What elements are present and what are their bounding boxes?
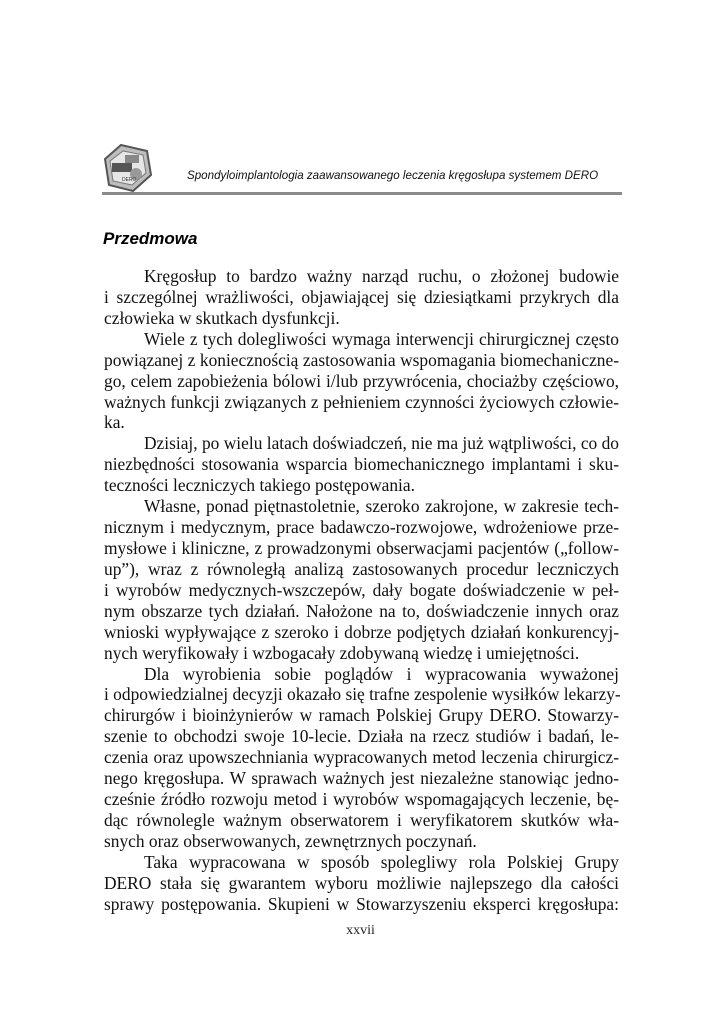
text-line: i odpowiedzialnej decyzji okazało się trafne zespolenie wysiłków lekarzy-: [104, 684, 621, 705]
svg-text:DERO: DERO: [122, 177, 137, 183]
paragraph: [104, 496, 619, 663]
text-line: DERO stała się gwarantem wyboru możliwie najlepszego dla całości: [104, 872, 619, 893]
text-line: wnioski wypływające z szeroko i dobrze podjętych działań konkurencyj-: [104, 621, 619, 642]
paragraph: [104, 329, 619, 434]
text-line: Kręgosłup to bardzo ważny narząd ruchu, o złożonej budowie: [144, 266, 619, 286]
paragraph: [104, 852, 619, 915]
text-line: szenie to obchodzi swoje 10-lecie. Działa na rzecz studiów i badań, le-: [104, 726, 619, 747]
text-line: Taka wypracowana w sposób spolegliwy rola Polskiej Grupy: [144, 851, 619, 872]
dero-logo: [103, 143, 153, 193]
page-number: xxvii: [346, 923, 375, 938]
paragraph: [104, 664, 619, 852]
running-header: Spondyloimplantologia zaawansowanego leczenia kręgosłupa systemem DERO: [187, 169, 599, 182]
text-line: ka.: [104, 412, 125, 433]
header-rule: [102, 192, 622, 195]
paragraph: [104, 433, 619, 496]
text-line: czenia oraz upowszechniania wypracowanych metod leczenia chirurgicz-: [104, 747, 619, 768]
text-line: dąc równolegle ważnym obserwatorem i weryfikatorem skutków wła-: [104, 809, 619, 830]
text-line: snych oraz obserwowanych, zewnętrznych poczynań.: [104, 830, 477, 851]
text-line: Własne, ponad piętnastoletnie, szeroko zakrojone, w zakresie tech-: [144, 496, 619, 517]
text-line: niezbędności stosowania wsparcia biomechanicznego implantami i sku-: [104, 454, 619, 475]
text-line: cześnie źródło rozwoju metod i wyrobów wspomagających leczenie, bę-: [104, 789, 619, 810]
text-line: Dla wyrobienia sobie poglądów i wypracowania wyważonej: [144, 663, 619, 684]
text-line: sprawy postępowania. Skupieni w Stowarzyszeniu eksperci kręgosłupa:: [104, 893, 619, 914]
text-line: up”), wraz z równoległą analizą zastosowanych procedur leczniczych: [104, 558, 619, 579]
text-line: teczności leczniczych takiego postępowania.: [104, 475, 415, 496]
text-line: Wiele z tych dolegliwości wymaga interwencji chirurgicznej często: [144, 328, 619, 349]
text-line: ważnych funkcji związanych z pełnieniem czynności życiowych człowie-: [104, 391, 619, 412]
paragraph: [104, 266, 619, 329]
text-line: powiązanej z koniecznością zastosowania wspomagania biomechaniczne-: [104, 349, 619, 370]
text-line: Dzisiaj, po wielu latach doświadczeń, nie ma już wątpliwości, co do: [144, 433, 619, 454]
text-line: mysłowe i kliniczne, z prowadzonymi obserwacjami pacjentów („follow-: [104, 537, 619, 558]
body-text: [104, 266, 619, 915]
text-line: go, celem zapobieżenia bólowi i/lub przywrócenia, chociażby częściowo,: [104, 370, 619, 391]
text-line: i szczególnej wrażliwości, objawiającej się dziesiątkami przykrych dla: [104, 286, 619, 307]
text-line: i wyrobów medycznych-wszczepów, dały bogate doświadczenie w peł-: [104, 579, 619, 600]
text-line: nego kręgosłupa. W sprawach ważnych jest niezależne stanowiąc jedno-: [104, 768, 619, 789]
section-title: Przedmowa: [103, 229, 198, 248]
text-line: człowieka w skutkach dysfunkcji.: [104, 307, 340, 328]
text-line: nym obszarze tych działań. Nałożone na to, doświadczenie innych oraz: [104, 600, 619, 621]
text-line: chirurgów i bioinżynierów w ramach Polskiej Grupy DERO. Stowarzy-: [104, 705, 619, 726]
text-line: nych weryfikowały i wzbogacały zdobywaną wiedzę i umiejętności.: [104, 642, 580, 663]
text-line: nicznym i medycznym, prace badawczo-rozwojowe, wdrożeniowe prze-: [104, 517, 619, 538]
